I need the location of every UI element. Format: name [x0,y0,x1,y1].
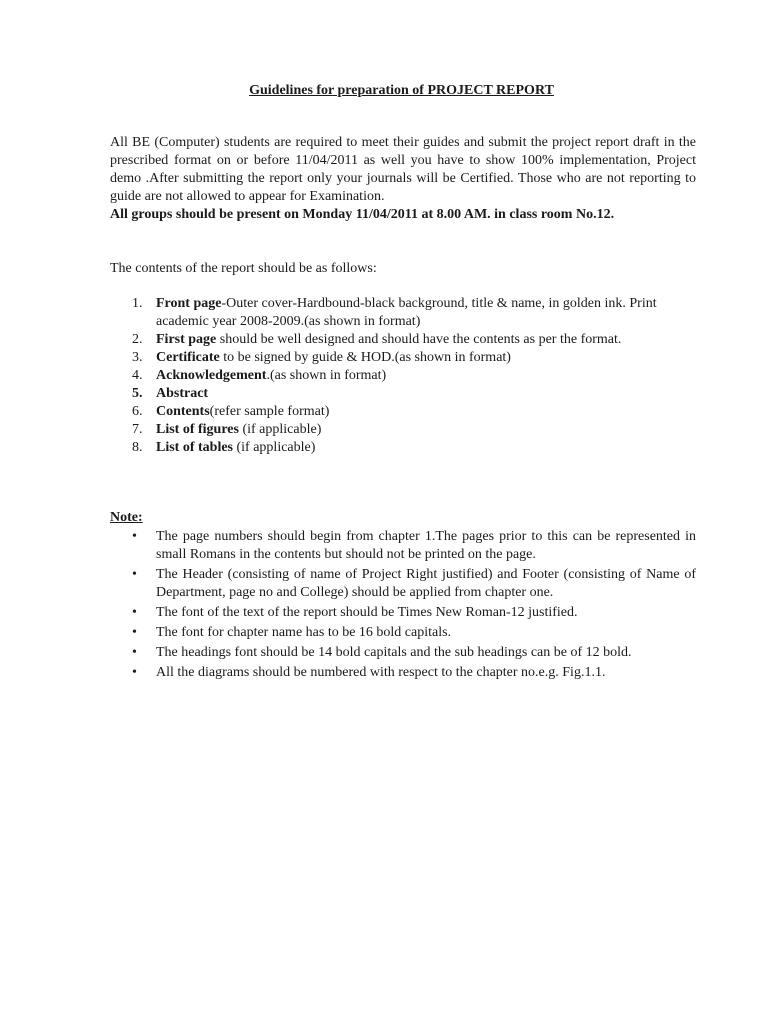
item-keyword: Abstract [156,386,209,401]
item-number: 7. [132,422,143,437]
intro-paragraph [110,134,696,224]
item-keyword: List of figures [156,422,239,437]
bullet-icon: • [132,567,137,582]
list-item [110,528,696,564]
bullet-icon: • [132,665,137,680]
list-item [110,566,696,602]
list-item [110,439,696,457]
item-keyword: Front page [156,296,222,311]
item-number: 8. [132,440,143,455]
item-keyword: List of tables [156,440,233,455]
item-number: 2. [132,332,143,347]
note-text: The page numbers should begin from chapter 1.The pages prior to this can be represented in small Romans in the contents but should not be printed on the page. [156,529,696,562]
item-number: 5. [132,386,143,401]
item-description: (if applicable) [238,422,322,437]
list-item [110,295,696,331]
note-heading: Note: [110,510,143,525]
item-description: -Outer cover-Hardbound-black background, title & name, in golden ink. Print academic year 2008-2009.(as shown in format) [156,296,657,329]
list-item [110,385,696,403]
item-number: 3. [132,350,143,365]
item-description: to be signed by guide & HOD.(as shown in format) [219,350,511,365]
item-number: 6. [132,404,143,419]
list-item [110,367,696,385]
item-description: (refer sample format) [209,404,330,419]
contents-heading: The contents of the report should be as follows: [110,261,377,276]
list-item [110,604,696,622]
item-keyword: Contents [156,404,210,419]
intro-bold-notice: All groups should be present on Monday 11/04/2011 at 8.00 AM. in class room No.12. [110,207,615,222]
item-number: 1. [132,296,143,311]
note-text: The font for chapter name has to be 16 bold capitals. [156,625,452,640]
item-keyword: Acknowledgement [156,368,267,383]
document-title: Guidelines for preparation of PROJECT REPORT [249,83,554,98]
item-keyword: First page [156,332,217,347]
note-text: The font of the text of the report should be Times New Roman-12 justified. [156,605,578,620]
item-keyword: Certificate [156,350,220,365]
list-item [110,349,696,367]
list-item [110,644,696,662]
list-item [110,624,696,642]
intro-text: All BE (Computer) students are required to meet their guides and submit the project report draft in the prescribed format on or before 11/04/2011 as well you have to show 100% implementation, Project demo .After submitting the report only your journals will be Certified. Those who are not reporting to guide are not allowed to appear for Examination. [110,135,696,204]
note-list [110,528,696,684]
list-item [110,664,696,682]
note-text: All the diagrams should be numbered with respect to the chapter no.e.g. Fig.1.1. [156,665,606,680]
item-description: .(as shown in format) [266,368,387,383]
item-number: 4. [132,368,143,383]
list-item [110,331,696,349]
list-item [110,421,696,439]
bullet-icon: • [132,625,137,640]
contents-list [110,295,696,457]
bullet-icon: • [132,529,137,544]
item-description: should be well designed and should have the contents as per the format. [216,332,622,347]
bullet-icon: • [132,645,137,660]
item-description: (if applicable) [233,440,316,455]
note-text: The headings font should be 14 bold capitals and the sub headings can be of 12 bold. [156,645,632,660]
note-text: The Header (consisting of name of Project Right justified) and Footer (consisting of Name of Department, page no and College) should be applied from chapter one. [156,567,696,600]
list-item [110,403,696,421]
bullet-icon: • [132,605,137,620]
